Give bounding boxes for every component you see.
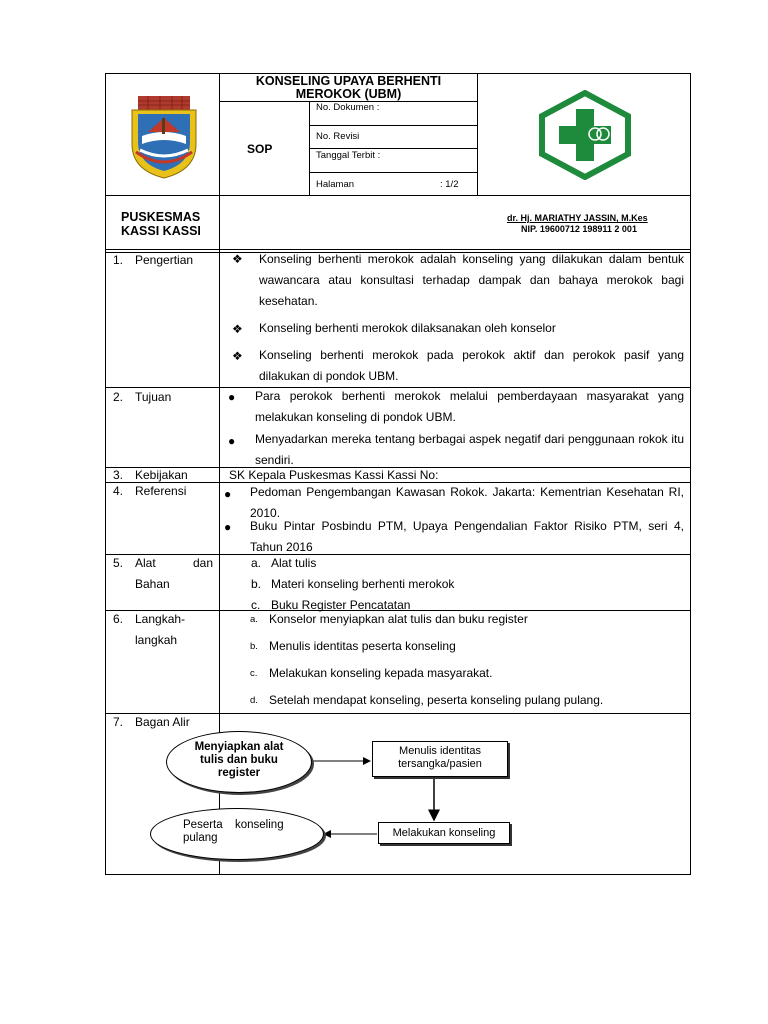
pengertian-item: Konseling berhenti merokok adalah konseling yang dilakukan dalam bentuk wawancara atau konsultasi terhadap dampak dan bahaya merokok bagi kesehatan.: [259, 252, 684, 308]
list-marker: a.: [251, 556, 262, 570]
section-number: 2.: [113, 390, 124, 404]
field-no-dokumen: No. Dokumen :: [316, 102, 380, 113]
section-label-dan: dan: [193, 556, 214, 570]
kebijakan-text: SK Kepala Puskesmas Kassi Kassi No:: [229, 468, 439, 482]
alat-item: Alat tulis: [271, 556, 317, 570]
tujuan-item: Para perokok berhenti merokok melalui pemberdayaan masyarakat yang melakukan konseling di pondok UBM.: [255, 389, 684, 424]
list-marker: d.: [250, 695, 258, 706]
section-number: 4.: [113, 484, 124, 498]
langkah-item: Konselor menyiapkan alat tulis dan buku register: [269, 612, 528, 626]
list-marker: a.: [250, 614, 258, 625]
pengertian-item: Konseling berhenti merokok pada perokok aktif dan perokok pasif yang dilakukan di pondok UBM.: [259, 348, 684, 383]
field-no-revisi: No. Revisi: [316, 131, 360, 142]
dot-bullet-icon: ●: [228, 390, 236, 404]
document-title-line2: MEROKOK (UBM): [295, 87, 402, 101]
section-number: 1.: [113, 253, 124, 267]
section-number: 7.: [113, 715, 124, 729]
section-label-tujuan: Tujuan: [135, 390, 172, 404]
section-number: 5.: [113, 556, 124, 570]
field-halaman: Halaman: [316, 179, 355, 190]
langkah-item: Setelah mendapat konseling, peserta konseling pulang pulang.: [269, 693, 604, 707]
field-tanggal-terbit: Tanggal Terbit :: [316, 150, 381, 161]
section-label-bahan: Bahan: [135, 577, 170, 591]
document-title-line1: KONSELING UPAYA BERHENTI: [255, 74, 442, 88]
flow-node-start-label: Menyiapkan alat tulis dan buku register: [194, 741, 284, 779]
list-marker: b.: [250, 641, 258, 652]
section-label-pengertian: Pengertian: [135, 253, 194, 267]
field-halaman-value: : 1/2: [440, 179, 459, 190]
section-label-bagan-alir: Bagan Alir: [135, 715, 190, 729]
list-marker: c.: [250, 668, 258, 679]
langkah-item: Menulis identitas peserta konseling: [269, 639, 456, 653]
diamond-bullet-icon: ❖: [232, 349, 243, 363]
langkah-item: Melakukan konseling kepada masyarakat.: [269, 666, 493, 680]
org-name-line2: KASSI KASSI: [121, 224, 201, 238]
diamond-bullet-icon: ❖: [232, 252, 243, 266]
pengertian-item: Konseling berhenti merokok dilaksanakan oleh konselor: [259, 321, 556, 335]
flow-node-end-word3: pulang: [183, 832, 218, 844]
alat-item: Buku Register Pencatatan: [271, 598, 411, 612]
alat-item: Materi konseling berhenti merokok: [271, 577, 455, 591]
dot-bullet-icon: ●: [224, 487, 232, 501]
section-number: 6.: [113, 612, 124, 626]
section-label-langkah2: langkah: [135, 633, 178, 647]
dot-bullet-icon: ●: [228, 434, 236, 448]
referensi-item: Pedoman Pengembangan Kawasan Rokok. Jakarta: Kementrian Kesehatan RI, 2010.: [250, 485, 684, 520]
diamond-bullet-icon: ❖: [232, 322, 243, 336]
dot-bullet-icon: ●: [224, 520, 232, 534]
flow-node-write-identity-label: Menulis identitas tersangka/pasien: [398, 745, 482, 770]
section-number: 3.: [113, 468, 124, 482]
list-marker: b.: [251, 577, 262, 591]
section-label-referensi: Referensi: [135, 484, 187, 498]
tujuan-item: Menyadarkan mereka tentang berbagai aspek negatif dari penggunaan rokok itu sendiri.: [255, 432, 684, 467]
signer-name: dr. Hj. MARIATHY JASSIN, M.Kes: [507, 213, 648, 223]
section-label-kebijakan: Kebijakan: [135, 468, 188, 482]
flow-node-write-identity: [372, 741, 508, 777]
section-label-alat: Alat: [135, 556, 156, 570]
sop-label: SOP: [247, 142, 273, 156]
flow-node-counseling-label: Melakukan konseling: [392, 827, 496, 839]
signer-nip: NIP. 19600712 198911 2 001: [521, 224, 637, 234]
referensi-item: Buku Pintar Posbindu PTM, Upaya Pengendalian Faktor Risiko PTM, seri 4, Tahun 2016: [250, 519, 684, 554]
flow-node-end-word1: Peserta: [183, 819, 223, 831]
flow-node-start: [166, 731, 312, 793]
flow-node-end-word2: konseling: [235, 819, 284, 831]
flow-node-end: [150, 808, 324, 860]
list-marker: c.: [251, 598, 261, 612]
org-name-line1: PUSKESMAS: [121, 210, 201, 224]
section-label-langkah: Langkah-: [135, 612, 186, 626]
flow-node-counseling: [378, 822, 510, 844]
